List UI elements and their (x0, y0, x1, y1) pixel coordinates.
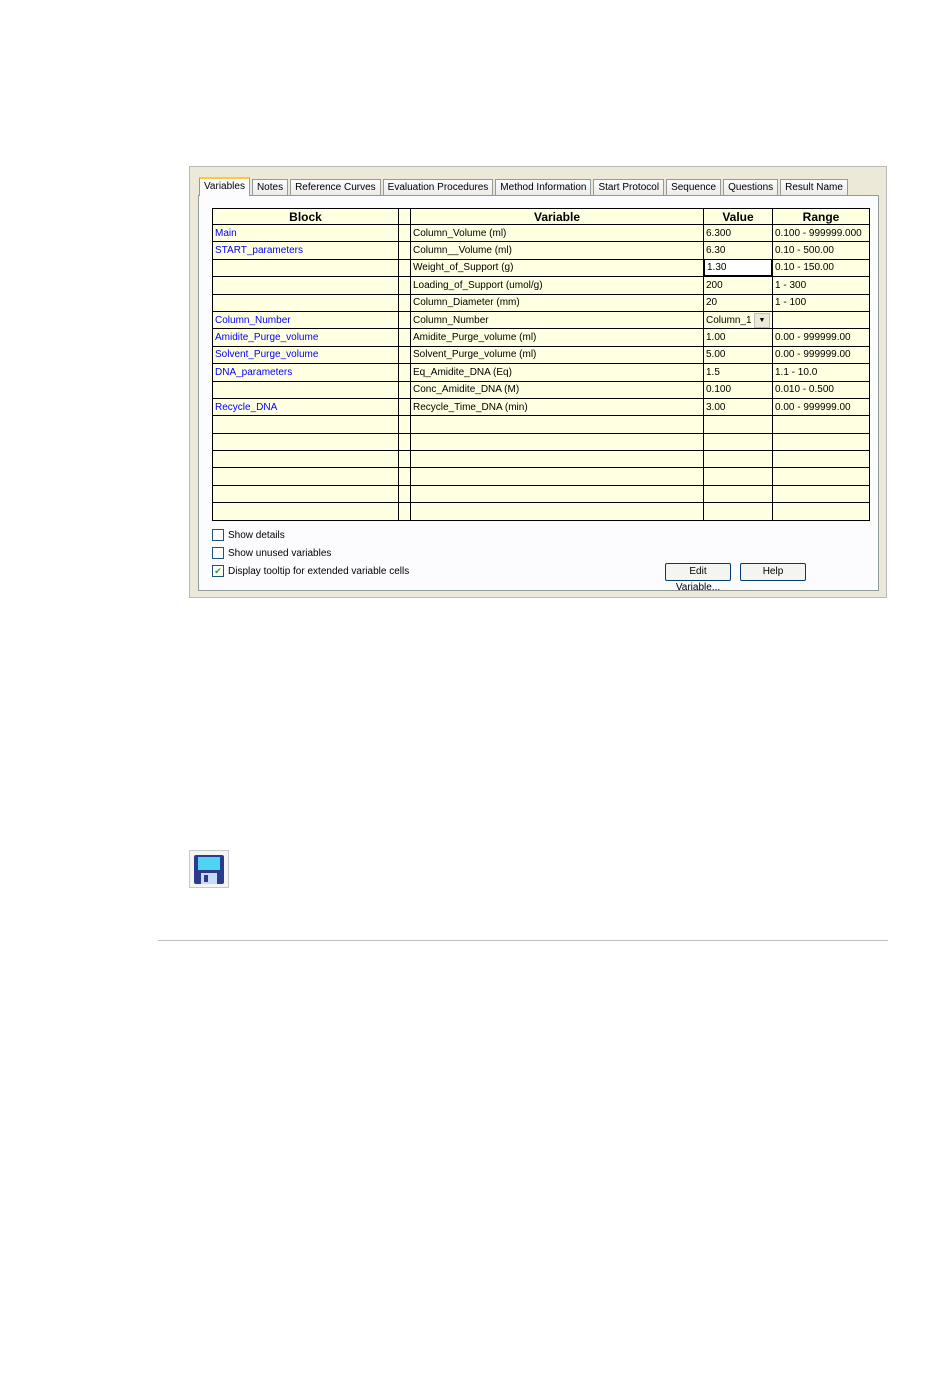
variable-cell[interactable]: Column_Number (411, 311, 704, 328)
value-text: 5.00 (706, 349, 726, 361)
grid-body (213, 225, 870, 521)
value-cell[interactable] (704, 346, 773, 363)
table-row[interactable] (213, 329, 870, 346)
tab-notes[interactable]: Notes (252, 179, 288, 195)
table-row[interactable] (213, 242, 870, 259)
value-cell[interactable] (704, 433, 773, 450)
column-header-block[interactable]: Block (213, 209, 399, 225)
table-row[interactable] (213, 503, 870, 520)
column-header-value[interactable]: Value (704, 209, 773, 225)
tab-questions[interactable]: Questions (723, 179, 778, 195)
marker-cell (399, 433, 411, 450)
range-cell (773, 503, 870, 520)
block-cell[interactable] (213, 485, 399, 502)
marker-cell (399, 503, 411, 520)
block-cell[interactable] (213, 468, 399, 485)
variables-tab-page (198, 195, 879, 591)
range-cell (773, 468, 870, 485)
variable-cell[interactable]: Conc_Amidite_DNA (M) (411, 381, 704, 398)
show-details-label: Show details (228, 529, 285, 541)
block-cell[interactable]: DNA_parameters (213, 364, 399, 381)
marker-cell (399, 259, 411, 276)
variable-cell[interactable] (411, 468, 704, 485)
range-cell (773, 416, 870, 433)
tooltip-checkbox[interactable]: ✔ (212, 565, 224, 577)
variable-cell[interactable] (411, 433, 704, 450)
value-cell[interactable] (704, 416, 773, 433)
show-details-option[interactable] (212, 529, 285, 541)
range-cell: 0.00 - 999999.00 (773, 329, 870, 346)
range-cell: 0.10 - 500.00 (773, 242, 870, 259)
block-cell[interactable] (213, 277, 399, 294)
variable-cell[interactable] (411, 503, 704, 520)
value-text: 6.300 (706, 227, 732, 239)
help-button[interactable]: Help (740, 563, 806, 581)
block-cell[interactable] (213, 294, 399, 311)
table-row[interactable] (213, 381, 870, 398)
marker-cell (399, 294, 411, 311)
table-row[interactable] (213, 468, 870, 485)
variable-cell[interactable] (411, 451, 704, 468)
range-cell: 1 - 300 (773, 277, 870, 294)
table-row[interactable] (213, 259, 870, 276)
value-cell[interactable] (704, 468, 773, 485)
block-cell[interactable]: Solvent_Purge_volume (213, 346, 399, 363)
column-number-select[interactable] (706, 313, 770, 328)
marker-cell (399, 381, 411, 398)
floppy-disk-icon (189, 850, 229, 888)
column-header-range[interactable]: Range (773, 209, 870, 225)
chevron-down-icon[interactable]: ▼ (754, 313, 770, 328)
variable-cell[interactable] (411, 416, 704, 433)
block-cell[interactable]: Main (213, 225, 399, 242)
variable-cell[interactable]: Column_Volume (ml) (411, 225, 704, 242)
block-cell[interactable] (213, 259, 399, 276)
marker-cell (399, 485, 411, 502)
marker-cell (399, 346, 411, 363)
show-unused-checkbox[interactable] (212, 547, 224, 559)
block-cell[interactable]: START_parameters (213, 242, 399, 259)
block-cell[interactable] (213, 451, 399, 468)
table-row[interactable] (213, 311, 870, 328)
block-cell[interactable] (213, 503, 399, 520)
value-cell[interactable] (704, 311, 773, 328)
block-cell[interactable] (213, 416, 399, 433)
marker-cell (399, 468, 411, 485)
value-cell[interactable] (704, 364, 773, 381)
table-row[interactable] (213, 416, 870, 433)
variable-cell[interactable]: Column__Volume (ml) (411, 242, 704, 259)
tab-result-name[interactable]: Result Name (780, 179, 848, 195)
range-cell: 0.00 - 999999.00 (773, 346, 870, 363)
value-cell[interactable] (704, 451, 773, 468)
variable-cell[interactable] (411, 485, 704, 502)
table-row[interactable] (213, 433, 870, 450)
value-cell[interactable] (704, 294, 773, 311)
value-cell[interactable] (704, 398, 773, 415)
show-unused-option[interactable] (212, 547, 331, 559)
marker-cell (399, 242, 411, 259)
value-cell[interactable] (704, 381, 773, 398)
tab-start-protocol[interactable]: Start Protocol (593, 179, 664, 195)
value-text: 1.00 (706, 332, 726, 344)
section-divider (158, 940, 888, 941)
marker-cell (399, 329, 411, 346)
tab-evaluation-procedures[interactable]: Evaluation Procedures (383, 179, 494, 195)
tab-strip (199, 177, 850, 196)
value-cell[interactable] (704, 329, 773, 346)
edit-variable-button[interactable]: Edit Variable... (665, 563, 731, 581)
table-row[interactable] (213, 451, 870, 468)
variable-cell[interactable]: Amidite_Purge_volume (ml) (411, 329, 704, 346)
marker-cell (399, 364, 411, 381)
marker-cell (399, 311, 411, 328)
range-cell: 1.1 - 10.0 (773, 364, 870, 381)
value-text: 1.5 (706, 366, 720, 378)
value-cell[interactable] (704, 485, 773, 502)
range-cell: 0.010 - 0.500 (773, 381, 870, 398)
value-cell[interactable] (704, 242, 773, 259)
range-cell: 0.00 - 999999.00 (773, 398, 870, 415)
marker-cell (399, 451, 411, 468)
table-row[interactable] (213, 346, 870, 363)
range-cell: 0.10 - 150.00 (773, 259, 870, 276)
value-text: 0.100 (706, 384, 732, 396)
block-cell[interactable]: Recycle_DNA (213, 398, 399, 415)
column-header-marker (399, 209, 411, 225)
grid-header-row (213, 209, 870, 225)
range-cell (773, 311, 870, 328)
block-cell[interactable]: Column_Number (213, 311, 399, 328)
value-text: 200 (706, 279, 723, 291)
table-row[interactable] (213, 225, 870, 242)
variable-cell[interactable]: Weight_of_Support (g) (411, 259, 704, 276)
tooltip-label: Display tooltip for extended variable cells (228, 565, 410, 577)
value-cell[interactable] (704, 225, 773, 242)
range-cell (773, 485, 870, 502)
table-row[interactable] (213, 294, 870, 311)
method-variables-dialog (189, 166, 887, 598)
value-text: 20 (706, 297, 718, 309)
tooltip-option[interactable] (212, 565, 409, 577)
tab-reference-curves[interactable]: Reference Curves (290, 179, 381, 195)
value-text: 1.30 (704, 259, 772, 276)
range-cell (773, 451, 870, 468)
marker-cell (399, 398, 411, 415)
marker-cell (399, 277, 411, 294)
value-cell[interactable] (704, 259, 773, 276)
block-cell[interactable] (213, 381, 399, 398)
tab-method-information[interactable]: Method Information (495, 179, 591, 195)
variable-cell[interactable]: Recycle_Time_DNA (min) (411, 398, 704, 415)
variable-cell[interactable]: Column_Diameter (mm) (411, 294, 704, 311)
marker-cell (399, 416, 411, 433)
variable-cell[interactable]: Eq_Amidite_DNA (Eq) (411, 364, 704, 381)
variable-cell[interactable]: Solvent_Purge_volume (ml) (411, 346, 704, 363)
range-cell: 0.100 - 999999.000 (773, 225, 870, 242)
table-row[interactable] (213, 277, 870, 294)
block-cell[interactable] (213, 433, 399, 450)
value-text: 3.00 (706, 401, 726, 413)
value-cell[interactable] (704, 503, 773, 520)
table-row[interactable] (213, 364, 870, 381)
show-unused-label: Show unused variables (228, 547, 332, 559)
marker-cell (399, 225, 411, 242)
table-row[interactable] (213, 485, 870, 502)
range-cell: 1 - 100 (773, 294, 870, 311)
value-cell[interactable] (704, 277, 773, 294)
show-details-checkbox[interactable] (212, 529, 224, 541)
variable-cell[interactable]: Loading_of_Support (umol/g) (411, 277, 704, 294)
range-cell (773, 433, 870, 450)
block-cell[interactable]: Amidite_Purge_volume (213, 329, 399, 346)
tab-sequence[interactable]: Sequence (666, 179, 721, 195)
tab-variables[interactable]: Variables (199, 177, 250, 196)
value-text: 6.30 (706, 245, 726, 257)
select-value: Column_1 (706, 314, 752, 326)
table-row[interactable] (213, 398, 870, 415)
column-header-variable[interactable]: Variable (411, 209, 704, 225)
variables-grid (212, 208, 870, 521)
